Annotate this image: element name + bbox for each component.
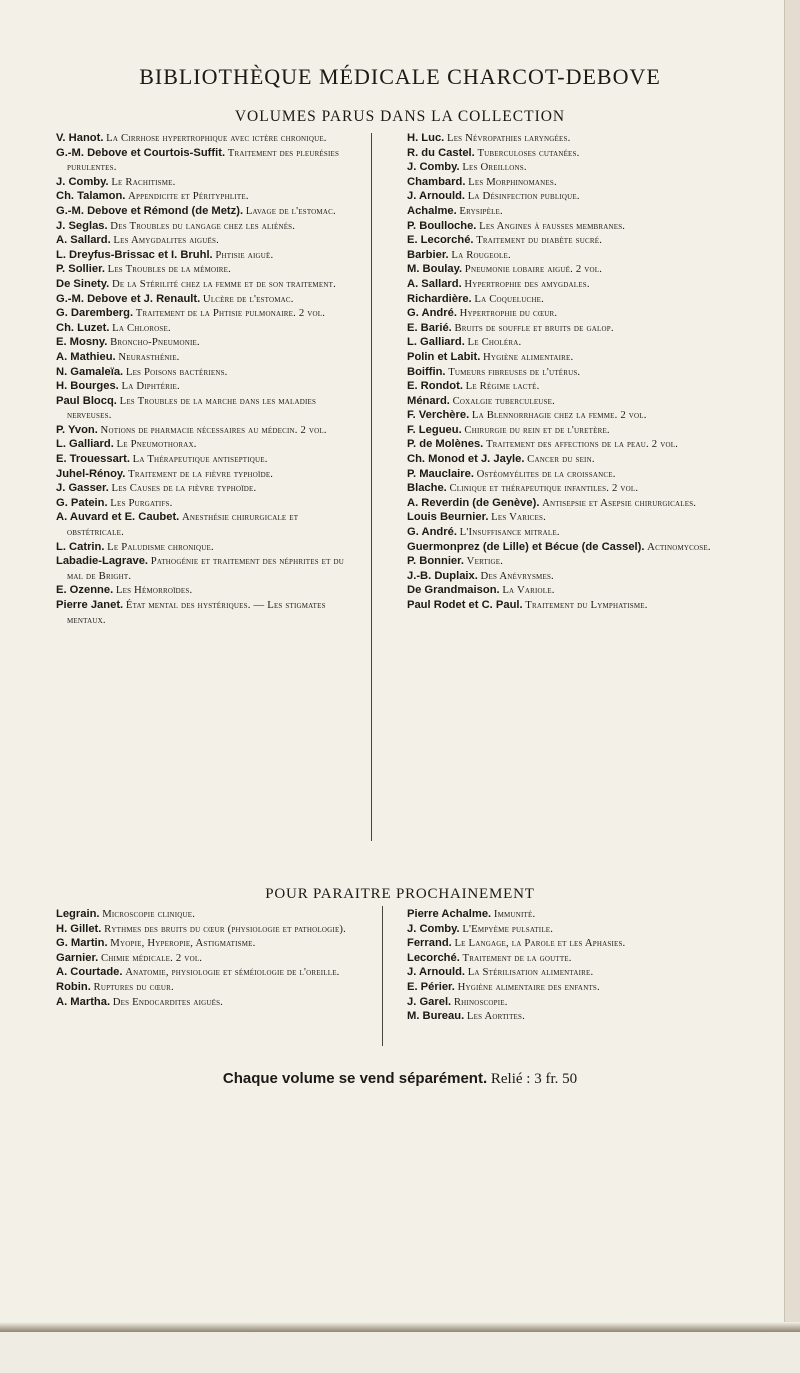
list-item (407, 175, 723, 190)
entry-title: Le Paludisme chronique. (107, 540, 214, 553)
entry-title: Les Varices. (491, 511, 546, 524)
list-item (56, 554, 356, 583)
list-item (56, 598, 356, 627)
entry-author: G.-M. Debove et Rémond (de Metz). (56, 204, 244, 217)
entry-author: G.-M. Debove et J. Renault. (56, 292, 201, 305)
entry-title: Le Choléra. (467, 336, 522, 349)
list-item (407, 408, 723, 423)
list-item (407, 219, 723, 234)
entry-author: G. André. (407, 526, 457, 539)
entry-author: Legrain. (56, 908, 100, 920)
entry-author: G.-M. Debove et Courtois-Suffit. (56, 146, 226, 159)
list-item (407, 306, 723, 321)
entry-title: Des Endocardites aiguës. (112, 995, 224, 1008)
entry-title: Traitement du Lymphatisme. (525, 599, 648, 611)
entry-author: A. Courtade. (56, 966, 123, 979)
entry-author: Ch. Monod et J. Jayle. (407, 453, 525, 466)
list-item (56, 481, 356, 496)
entry-author: E. Ozenne. (56, 584, 114, 597)
entry-author: G. André. (407, 307, 457, 320)
entry-author: Labadie-Lagrave. (56, 555, 149, 568)
entry-author: H. Gillet. (56, 922, 102, 935)
entry-author: Robin. (56, 980, 91, 993)
entry-title: Des Troubles du langage chez les aliénés. (110, 219, 296, 232)
entry-title: Les Aortites. (466, 1010, 525, 1023)
list-item (407, 452, 723, 467)
entry-author: Guermonprez (de Lille) et Bécue (de Cassel). (407, 540, 645, 553)
entry-title: Pathogénie et traitement des néphrites et du mal de Bright. (67, 555, 345, 582)
entry-title: Les Morphinomanes. (468, 175, 557, 188)
entry-title: Rythmes des bruits du cœur (physiologie et pathologie). (104, 922, 347, 935)
list-item (407, 365, 723, 380)
price-note-bold: Chaque volume se vend séparément. (222, 1070, 488, 1087)
entry-title: Chirurgie du rein et de l'uretère. (464, 423, 610, 436)
list-item (407, 335, 723, 350)
entry-author: J. Comby. (407, 922, 460, 935)
entry-title: Les Hémorroïdes. (115, 584, 193, 597)
entry-title: Le Langage, la Parole et les Aphasies. (454, 937, 626, 950)
entry-author: Barbier. (407, 248, 449, 261)
entry-title: Hypertrophie des amygdales. (464, 277, 590, 290)
page-edge-bottom-shadow (0, 1322, 800, 1332)
list-item (407, 554, 723, 569)
list-item (56, 306, 356, 321)
entry-title: Les Causes de la fièvre typhoïde. (111, 482, 257, 495)
list-item (56, 146, 356, 175)
entry-title: La Chlorose. (112, 321, 171, 334)
entry-author: P. Mauclaire. (407, 467, 474, 480)
entry-author: E. Rondot. (407, 380, 463, 393)
entry-author: A. Auvard et E. Caubet. (56, 511, 180, 524)
list-item (407, 277, 723, 292)
entry-title: Les Troubles de la marche dans les maladies nerveuses. (67, 394, 317, 422)
list-item (56, 583, 356, 598)
list-item (56, 437, 356, 452)
volumes-right-column (407, 131, 723, 613)
entry-title: Ruptures du cœur. (93, 980, 174, 993)
list-item (407, 510, 723, 525)
list-item (56, 379, 356, 394)
entry-title: Hypertrophie du cœur. (459, 307, 558, 320)
entry-author: P. Bonnier. (407, 555, 464, 568)
entry-title: La Désinfection publique. (467, 190, 580, 203)
list-item (407, 907, 723, 922)
entry-title: Lavage de l'estomac. (245, 204, 336, 217)
entry-author: N. Gamaleïa. (56, 365, 124, 378)
entry-title: L'Insuffisance mitrale. (459, 526, 560, 539)
entry-author: H. Luc. (407, 132, 445, 144)
entry-author: Paul Rodet et C. Paul. (407, 599, 523, 611)
entry-title: Antisepsie et Asepsie chirurgicales. (542, 496, 697, 509)
entry-title: Phtisie aiguë. (215, 248, 274, 261)
list-item (56, 496, 356, 511)
entry-author: A. Martha. (56, 995, 111, 1008)
entry-title: La Stérilisation alimentaire. (467, 966, 594, 979)
entry-title: La Cirrhose hypertrophique avec ictère chronique. (106, 132, 327, 144)
entry-title: De la Stérilité chez la femme et de son traitement. (111, 277, 336, 290)
entry-author: Blache. (407, 482, 447, 495)
entry-author: Pierre Achalme. (407, 908, 492, 920)
entry-author: E. Mosny. (56, 336, 108, 349)
entry-title: Hygiène alimentaire des enfants. (457, 980, 600, 993)
forthcoming-left-column (56, 907, 368, 1009)
list-item (56, 423, 356, 438)
entry-title: Les Troubles de la mémoire. (107, 263, 231, 276)
list-item (407, 350, 723, 365)
entry-title: Neurasthénie. (118, 350, 180, 363)
entry-author: E. Barié. (407, 321, 452, 334)
entry-title: Erysipèle. (459, 204, 503, 217)
price-note (0, 1070, 800, 1088)
list-item (56, 204, 356, 219)
entry-title: Les Oreillons. (462, 161, 527, 174)
list-item (56, 922, 368, 937)
list-item (56, 189, 356, 204)
entry-author: Chambard. (407, 175, 466, 188)
entry-title: Traitement des affections de la peau. 2 vol. (485, 438, 679, 451)
entry-author: A. Reverdin (de Genève). (407, 496, 540, 509)
list-item (407, 936, 723, 951)
list-item (56, 233, 356, 248)
forthcoming-right-column (407, 907, 723, 1024)
list-item (407, 233, 723, 248)
entry-title: La Rougeole. (451, 248, 511, 261)
list-item (56, 965, 368, 980)
list-item (56, 540, 356, 555)
entry-title: Ulcère de l'estomac. (202, 292, 294, 305)
column-divider-forthcoming (382, 906, 383, 1046)
entry-title: Traitement du diabète sucré. (476, 234, 603, 247)
entry-title: Le Régime lacté. (465, 380, 540, 393)
entry-title: Actinomycose. (647, 540, 711, 553)
entry-title: Le Pneumothorax. (116, 438, 197, 451)
entry-title: Traitement de la Phtisie pulmonaire. 2 vol. (135, 307, 326, 320)
entry-title: Cancer du sein. (527, 453, 595, 466)
entry-author: V. Hanot. (56, 132, 104, 144)
entry-title: La Thérapeutique antiseptique. (132, 453, 268, 466)
entry-author: J. Gasser. (56, 482, 109, 495)
entry-title: Les Amygdalites aiguës. (113, 234, 219, 247)
list-item (407, 189, 723, 204)
entry-author: F. Verchère. (407, 409, 470, 422)
entry-author: P. de Molènes. (407, 438, 484, 451)
entry-title: Le Rachitisme. (111, 175, 176, 188)
entry-author: P. Yvon. (56, 423, 98, 436)
list-item (407, 995, 723, 1010)
entry-title: Hygiène alimentaire. (483, 350, 574, 363)
list-item (56, 936, 368, 951)
list-item (56, 510, 356, 539)
list-item (407, 481, 723, 496)
list-item (56, 907, 368, 922)
entry-author: Polin et Labit. (407, 350, 481, 363)
list-item (56, 951, 368, 966)
column-divider (371, 133, 372, 841)
entry-author: De Sinety. (56, 277, 110, 290)
list-item (56, 277, 356, 292)
list-item (56, 335, 356, 350)
entry-author: L. Galliard. (56, 438, 114, 451)
entry-author: P. Boulloche. (407, 219, 477, 232)
entry-author: E. Périer. (407, 980, 455, 993)
list-item (56, 248, 356, 263)
entry-title: Pneumonie lobaire aiguë. 2 vol. (464, 263, 603, 276)
entry-author: Ch. Talamon. (56, 190, 126, 203)
entry-author: R. du Castel. (407, 146, 475, 159)
entry-title: Coxalgie tuberculeuse. (452, 394, 555, 407)
entry-title: Microscopie clinique. (102, 908, 196, 920)
list-item (407, 525, 723, 540)
entry-title: État mental des hystériques. — Les stigmates mentaux. (67, 599, 326, 626)
entry-author: J. Garel. (407, 995, 452, 1008)
entry-title: Myopie, Hyperopie, Astigmatisme. (110, 937, 256, 950)
entry-title: Anesthésie chirurgicale et obstétricale. (67, 511, 299, 539)
entry-author: J.-B. Duplaix. (407, 569, 478, 582)
entry-author: Louis Beurnier. (407, 511, 489, 524)
entry-title: Appendicite et Pérityphlite. (128, 190, 249, 203)
entry-title: La Blennorrhagie chez la femme. 2 vol. (471, 409, 647, 422)
list-item (56, 452, 356, 467)
list-item (56, 262, 356, 277)
entry-title: Bruits de souffle et bruits de galop. (454, 321, 614, 334)
entry-title: Broncho-Pneumonie. (110, 336, 200, 349)
list-item (407, 204, 723, 219)
entry-title: Chimie médicale. 2 vol. (100, 951, 203, 964)
entry-author: Juhel-Rénoy. (56, 467, 126, 480)
entry-title: La Variole. (502, 584, 555, 597)
entry-author: J. Comby. (56, 175, 109, 188)
list-item (407, 248, 723, 263)
volumes-left-column (56, 131, 356, 627)
list-item (407, 262, 723, 277)
entry-title: Rhinoscopie. (453, 995, 508, 1008)
list-item (56, 321, 356, 336)
list-item (56, 467, 356, 482)
entry-author: G. Patein. (56, 496, 108, 509)
entry-author: J. Comby. (407, 161, 460, 174)
list-item (56, 995, 368, 1010)
entry-author: Garnier. (56, 951, 99, 964)
entry-title: Les Névropathies laryngées. (446, 132, 571, 144)
list-item (407, 160, 723, 175)
entry-author: M. Bureau. (407, 1010, 465, 1023)
entry-title: Traitement de la fièvre typhoïde. (128, 467, 274, 480)
entry-title: Vertige. (466, 555, 504, 568)
entry-title: Traitement de la goutte. (462, 951, 572, 964)
list-item (407, 980, 723, 995)
entry-author: De Grandmaison. (407, 584, 500, 597)
list-item (56, 292, 356, 307)
entry-author: Pierre Janet. (56, 599, 124, 611)
list-item (407, 922, 723, 937)
entry-title: Ostéomyélites de la croissance. (476, 467, 616, 480)
entry-author: Achalme. (407, 204, 457, 217)
list-item (407, 131, 723, 146)
list-item (56, 365, 356, 380)
list-item (56, 980, 368, 995)
entry-author: H. Bourges. (56, 380, 119, 393)
entry-title: Les Poisons bactériens. (125, 365, 228, 378)
list-item (407, 394, 723, 409)
list-item (407, 321, 723, 336)
list-item (407, 965, 723, 980)
list-item (407, 583, 723, 598)
price-note-rest: Relié : 3 fr. 50 (490, 1071, 578, 1087)
entry-author: J. Arnould. (407, 966, 466, 979)
entry-title: Des Anévrysmes. (480, 569, 554, 582)
section-heading-forthcoming: POUR PARAITRE PROCHAINEMENT (265, 886, 535, 902)
entry-author: G. Martin. (56, 937, 108, 950)
entry-author: G. Daremberg. (56, 307, 134, 320)
entry-author: Ferrand. (407, 937, 452, 950)
list-item (407, 569, 723, 584)
page-edge-right (784, 0, 800, 1373)
entry-author: E. Trouessart. (56, 453, 130, 466)
entry-title: Tuberculoses cutanées. (477, 146, 580, 159)
list-item (56, 350, 356, 365)
entry-author: P. Sollier. (56, 263, 105, 276)
entry-title: Traitement des pleurésies purulentes. (67, 146, 340, 174)
list-item (407, 292, 723, 307)
entry-title: L'Empyème pulsatile. (462, 922, 554, 935)
entry-author: Ch. Luzet. (56, 321, 110, 334)
page-edge-bottom (0, 1332, 800, 1373)
entry-title: La Diphtérie. (121, 380, 180, 393)
entry-author: E. Lecorché. (407, 234, 474, 247)
list-item (407, 379, 723, 394)
list-item (407, 496, 723, 511)
entry-author: A. Sallard. (407, 277, 462, 290)
list-item (407, 437, 723, 452)
entry-author: Lecorché. (407, 951, 460, 964)
list-item (407, 598, 723, 613)
entry-author: L. Dreyfus-Brissac et I. Bruhl. (56, 248, 213, 261)
list-item (407, 467, 723, 482)
list-item (407, 146, 723, 161)
list-item (56, 175, 356, 190)
list-item (407, 540, 723, 555)
entry-author: Ménard. (407, 394, 450, 407)
entry-title: La Coqueluche. (474, 292, 544, 305)
entry-author: M. Boulay. (407, 263, 463, 276)
entry-author: L. Catrin. (56, 540, 105, 553)
entry-author: Boiffin. (407, 365, 446, 378)
list-item (56, 394, 356, 423)
page-title: BIBLIOTHÈQUE MÉDICALE CHARCOT-DEBOVE (139, 64, 661, 89)
entry-author: Paul Blocq. (56, 394, 117, 407)
entry-author: L. Galliard. (407, 336, 465, 349)
entry-author: Richardière. (407, 292, 472, 305)
entry-title: Clinique et thérapeutique infantiles. 2 vol. (449, 482, 639, 495)
list-item (56, 219, 356, 234)
list-item (407, 951, 723, 966)
list-item (407, 423, 723, 438)
list-item (407, 1009, 723, 1024)
entry-title: Notions de pharmacie nécessaires au médecin. 2 vol. (100, 423, 327, 436)
list-item (56, 131, 356, 146)
entry-title: Immunité. (493, 908, 536, 920)
entry-author: J. Seglas. (56, 219, 108, 232)
entry-author: J. Arnould. (407, 190, 466, 203)
entry-title: Anatomie, physiologie et séméiologie de l'oreille. (125, 966, 340, 979)
entry-title: Les Purgatifs. (110, 496, 173, 509)
entry-title: Les Angines à fausses membranes. (479, 219, 626, 232)
entry-author: A. Sallard. (56, 234, 111, 247)
entry-author: F. Legueu. (407, 423, 462, 436)
page-subtitle: VOLUMES PARUS DANS LA COLLECTION (234, 108, 566, 125)
entry-title: Tumeurs fibreuses de l'utérus. (448, 365, 581, 378)
entry-author: A. Mathieu. (56, 350, 116, 363)
